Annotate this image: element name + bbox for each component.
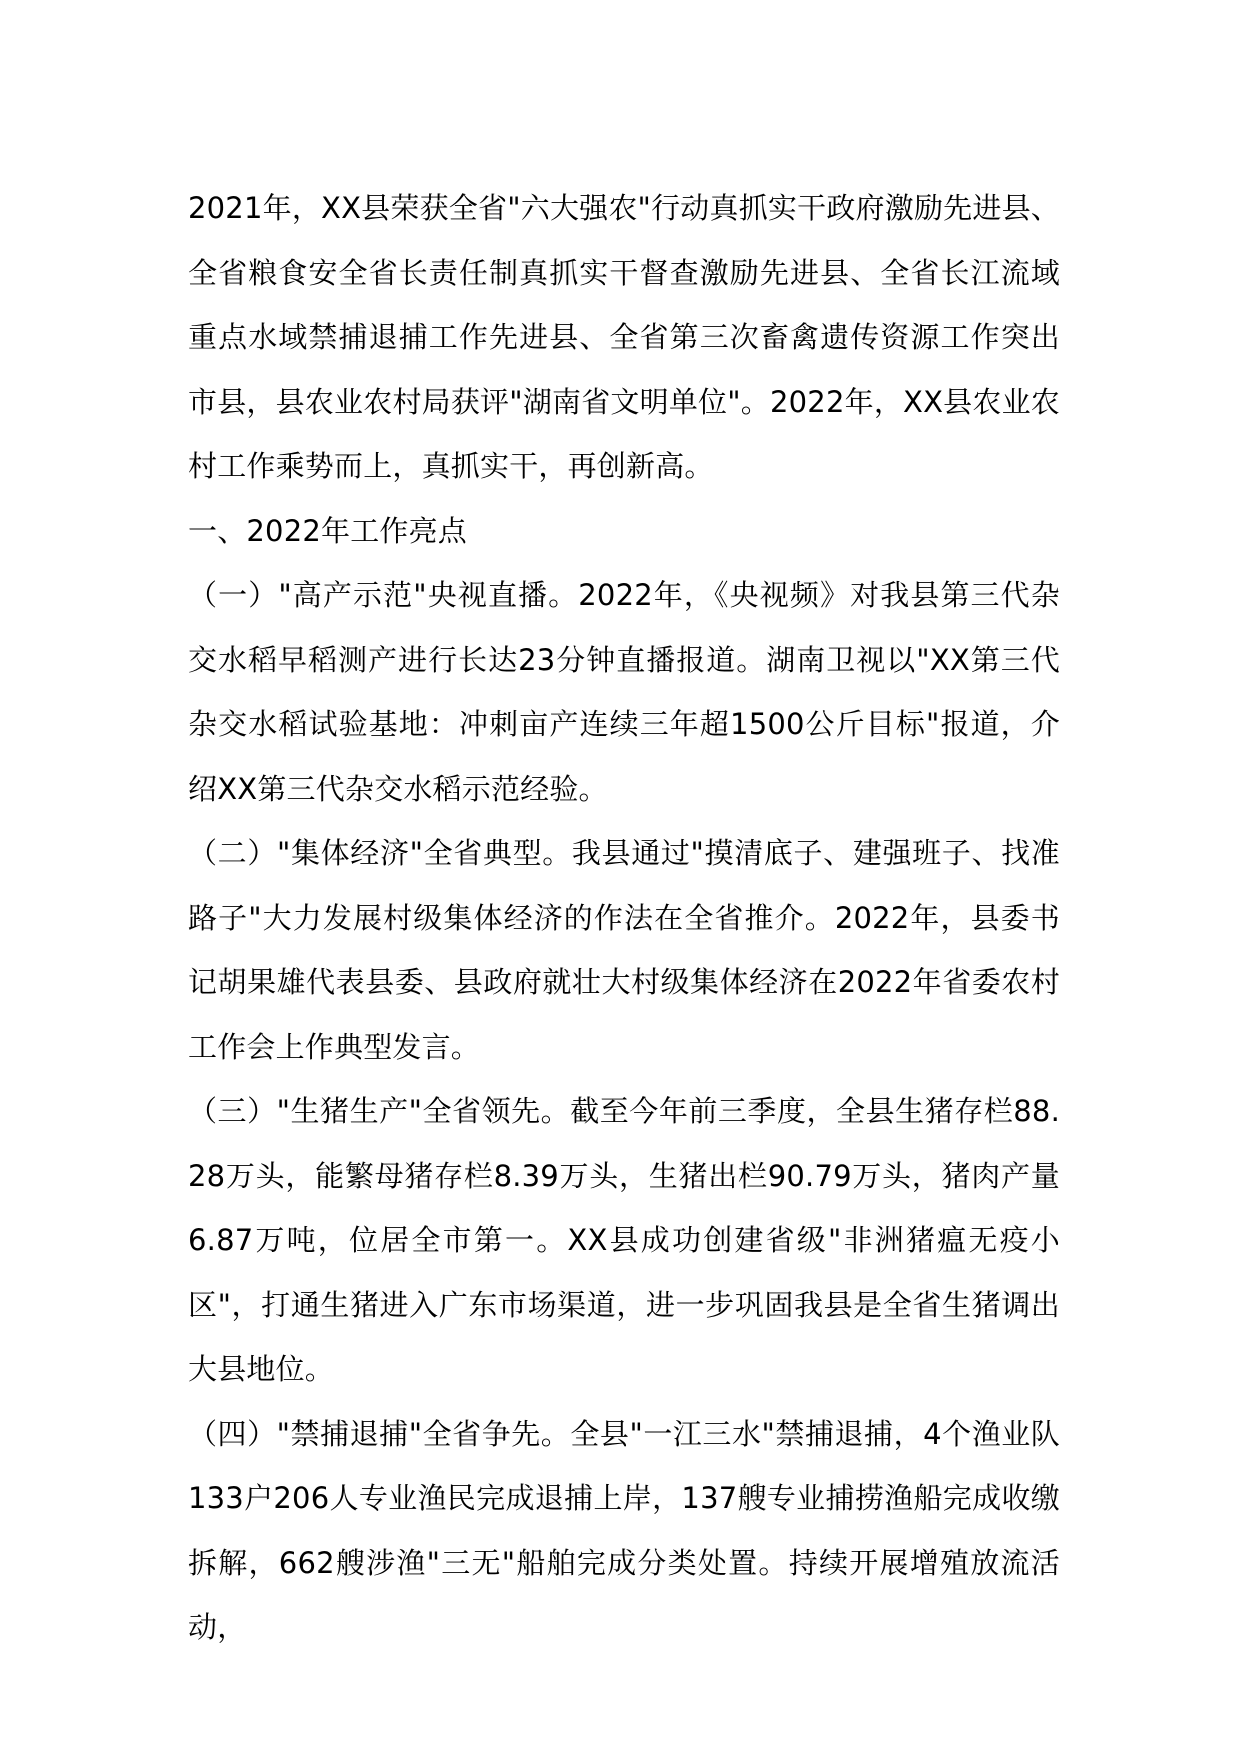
paragraph-highlight-4: （四）"禁捕退捕"全省争先。全县"一江三水"禁捕退捕，4个渔业队133户206人专业渔民完成退捕上岸，137艘专业捕捞渔船完成收缴拆解，662艘涉渔"三无"船舶完成分类处置。持续开展增殖放流活动， bbox=[188, 1416, 1060, 1644]
paragraph-highlight-2: （二）"集体经济"全省典型。我县通过"摸清底子、建强班子、找准路子"大力发展村级集体经济的作法在全省推介。2022年，县委书记胡果雄代表县委、县政府就壮大村级集体经济在2022年省委农村工作会上作典型发言。 bbox=[188, 836, 1060, 1064]
paragraph-highlight-3: （三）"生猪生产"全省领先。截至今年前三季度，全县生猪存栏88.28万头，能繁母猪存栏8.39万头，生猪出栏90.79万头，猪肉产量6.87万吨，位居全市第一。XX县成功创建省级"非洲猪瘟无疫小区"，打通生猪进入广东市场渠道，进一步巩固我县是全省生猪调出大县地位。 bbox=[188, 1094, 1060, 1386]
paragraph-intro: 2021年，XX县荣获全省"六大强农"行动真抓实干政府激励先进县、全省粮食安全省长责任制真抓实干督查激励先进县、全省长江流域重点水域禁捕退捕工作先进县、全省第三次畜禽遗传资源工作突出市县，县农业农村局获评"湖南省文明单位"。2022年，XX县农业农村工作乘势而上，真抓实干，再创新高。 bbox=[188, 191, 1060, 483]
paragraph-highlight-1: （一）"高产示范"央视直播。2022年，《央视频》对我县第三代杂交水稻早稻测产进行长达23分钟直播报道。湖南卫视以"XX第三代杂交水稻试验基地：冲刺亩产连续三年超1500公斤目标"报道，介绍XX第三代杂交水稻示范经验。 bbox=[188, 578, 1060, 806]
section-heading: 一、2022年工作亮点 bbox=[188, 513, 468, 548]
document-body bbox=[188, 176, 1060, 1660]
